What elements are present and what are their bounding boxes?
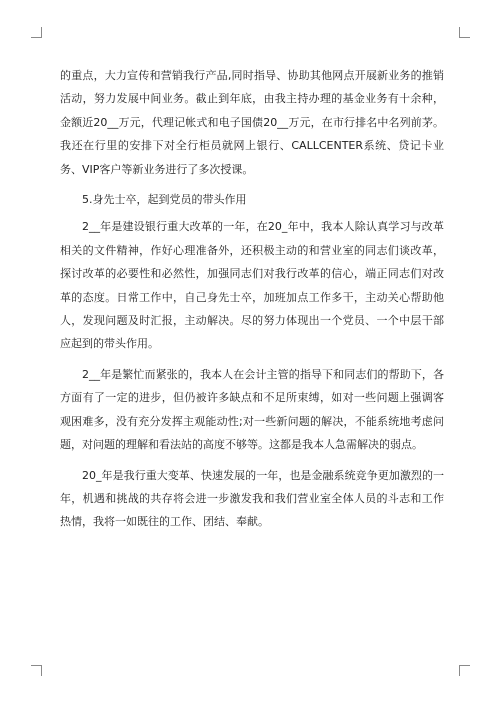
crop-mark-bottom-right [459, 665, 470, 676]
crop-mark-bottom-left [31, 665, 42, 676]
paragraph-reform: 2__年是建设银行重大改革的一年，在20_年中，我本人除认真学习与改革相关的文件精神，作好心理准备外，还积极主动的和营业室的同志们谈改革，探讨改革的必要性和必然性，加强同志们对我行改革的信心，端正同志们对改革的态度。日常工作中，自己身先士卒，加班加点工作多干，主动关心帮助他人，发现问题及时汇报，主动解决。尽的努力体现出一个党员、一个中层干部应起到的带头作用。 [60, 220, 444, 351]
paragraph-outlook: 20_年是我行重大变革、快速发展的一年，也是金融系统竞争更加激烈的一年，机遇和挑战的共存将会进一步激发我和我们营业室全体人员的斗志和工作热情，我将一如既往的工作、团结、奉献。 [60, 468, 444, 529]
crop-mark-top-right [459, 27, 470, 38]
crop-mark-top-left [31, 27, 42, 38]
paragraph-shortcomings: 2__年是繁忙而紧张的，我本人在会计主管的指导下和同志们的帮助下，各方面有了一定的进步，但仍被许多缺点和不足所束缚，如对一些问题上强调客观困难多，没有充分发挥主观能动性;对一些新问题的解决，不能系统地考虑问题，对问题的理解和看法站的高度不够等。这都是我本人急需解决的弱点。 [60, 367, 444, 452]
section-heading: 5.身先士卒，起到党员的带头作用 [82, 193, 247, 207]
paragraph-continuation: 的重点，大力宣传和营销我行产品,同时指导、协助其他网点开展新业务的推销活动，努力发展中间业务。截止到年底，由我主持办理的基金业务有十余种，金额近20__万元，代理记帐式和电子国债20__万元，在市行排名中名列前茅。我还在行里的安排下对全行柜员就网上银行、CALLCENTER系统、贷记卡业务、VIP客户等新业务进行了多次授课。 [60, 69, 444, 176]
document-body [60, 64, 444, 541]
